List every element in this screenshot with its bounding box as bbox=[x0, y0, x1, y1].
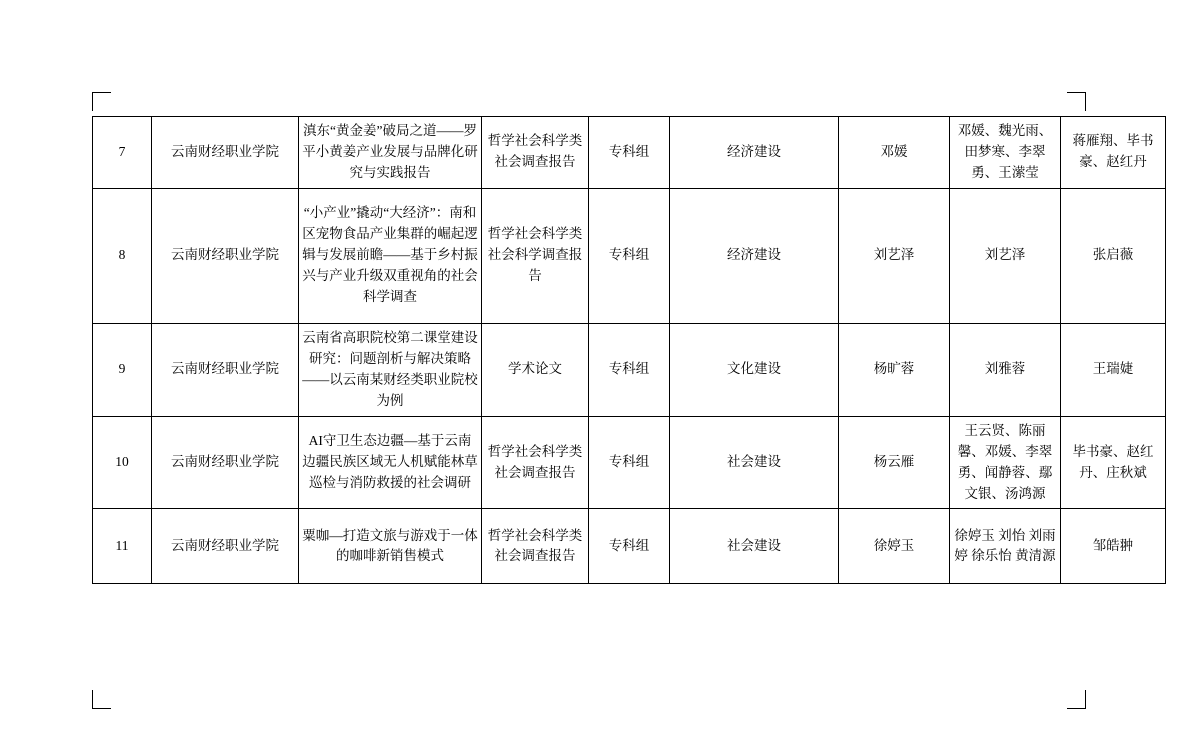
crop-mark-top-right bbox=[1067, 92, 1086, 111]
cell-school: 云南财经职业学院 bbox=[152, 416, 299, 509]
cell-members: 刘雅蓉 bbox=[950, 323, 1061, 416]
cell-field: 社会建设 bbox=[670, 509, 839, 584]
cell-school: 云南财经职业学院 bbox=[152, 323, 299, 416]
table-row bbox=[93, 323, 1166, 416]
cell-field: 经济建设 bbox=[670, 188, 839, 323]
cell-author: 刘艺泽 bbox=[839, 188, 950, 323]
table-row bbox=[93, 416, 1166, 509]
cell-adviser: 王瑞婕 bbox=[1061, 323, 1166, 416]
cell-adviser: 毕书豪、赵红丹、庄秋斌 bbox=[1061, 416, 1166, 509]
cell-group: 专科组 bbox=[589, 323, 670, 416]
cell-author: 杨旷蓉 bbox=[839, 323, 950, 416]
cell-members: 邓媛、魏光雨、田梦寒、李翠勇、王潆莹 bbox=[950, 117, 1061, 189]
table-row bbox=[93, 509, 1166, 584]
table-row bbox=[93, 117, 1166, 189]
cell-group: 专科组 bbox=[589, 416, 670, 509]
cell-no: 8 bbox=[93, 188, 152, 323]
crop-mark-bottom-right bbox=[1067, 690, 1086, 709]
cell-adviser: 蒋雁翔、毕书豪、赵红丹 bbox=[1061, 117, 1166, 189]
cell-type: 哲学社会科学类社会调查报告 bbox=[482, 509, 589, 584]
crop-mark-bottom-left bbox=[92, 690, 111, 709]
cell-members: 刘艺泽 bbox=[950, 188, 1061, 323]
cell-school: 云南财经职业学院 bbox=[152, 509, 299, 584]
cell-field: 社会建设 bbox=[670, 416, 839, 509]
cell-adviser: 张启薇 bbox=[1061, 188, 1166, 323]
table-row bbox=[93, 188, 1166, 323]
cell-type: 哲学社会科学类社会调查报告 bbox=[482, 117, 589, 189]
cell-members: 王云贤、陈丽馨、邓媛、李翠勇、闻静蓉、鄢文银、汤鸿源 bbox=[950, 416, 1061, 509]
cell-no: 7 bbox=[93, 117, 152, 189]
cell-type: 学术论文 bbox=[482, 323, 589, 416]
cell-title: 云南省高职院校第二课堂建设研究：问题剖析与解决策略——以云南某财经类职业院校为例 bbox=[299, 323, 482, 416]
cell-no: 9 bbox=[93, 323, 152, 416]
cell-group: 专科组 bbox=[589, 509, 670, 584]
cell-adviser: 邹皓翀 bbox=[1061, 509, 1166, 584]
cell-school: 云南财经职业学院 bbox=[152, 188, 299, 323]
cell-author: 杨云雁 bbox=[839, 416, 950, 509]
cell-no: 10 bbox=[93, 416, 152, 509]
cell-author: 邓媛 bbox=[839, 117, 950, 189]
cell-title: 滇东“黄金姜”破局之道——罗平小黄姜产业发展与品牌化研究与实践报告 bbox=[299, 117, 482, 189]
cell-no: 11 bbox=[93, 509, 152, 584]
projects-table bbox=[92, 116, 1166, 584]
cell-group: 专科组 bbox=[589, 188, 670, 323]
cell-author: 徐婷玉 bbox=[839, 509, 950, 584]
cell-school: 云南财经职业学院 bbox=[152, 117, 299, 189]
cell-field: 经济建设 bbox=[670, 117, 839, 189]
cell-title: AI守卫生态边疆—基于云南边疆民族区域无人机赋能林草巡检与消防救援的社会调研 bbox=[299, 416, 482, 509]
cell-title: 粟咖—打造文旅与游戏于一体的咖啡新销售模式 bbox=[299, 509, 482, 584]
crop-mark-top-left bbox=[92, 92, 111, 111]
cell-group: 专科组 bbox=[589, 117, 670, 189]
cell-type: 哲学社会科学类社会调查报告 bbox=[482, 416, 589, 509]
cell-members: 徐婷玉 刘怡 刘雨婷 徐乐怡 黄清源 bbox=[950, 509, 1061, 584]
cell-title: “小产业”撬动“大经济”：南和区宠物食品产业集群的崛起逻辑与发展前瞻——基于乡村振兴与产业升级双重视角的社会科学调查 bbox=[299, 188, 482, 323]
cell-type: 哲学社会科学类社会科学调查报告 bbox=[482, 188, 589, 323]
cell-field: 文化建设 bbox=[670, 323, 839, 416]
